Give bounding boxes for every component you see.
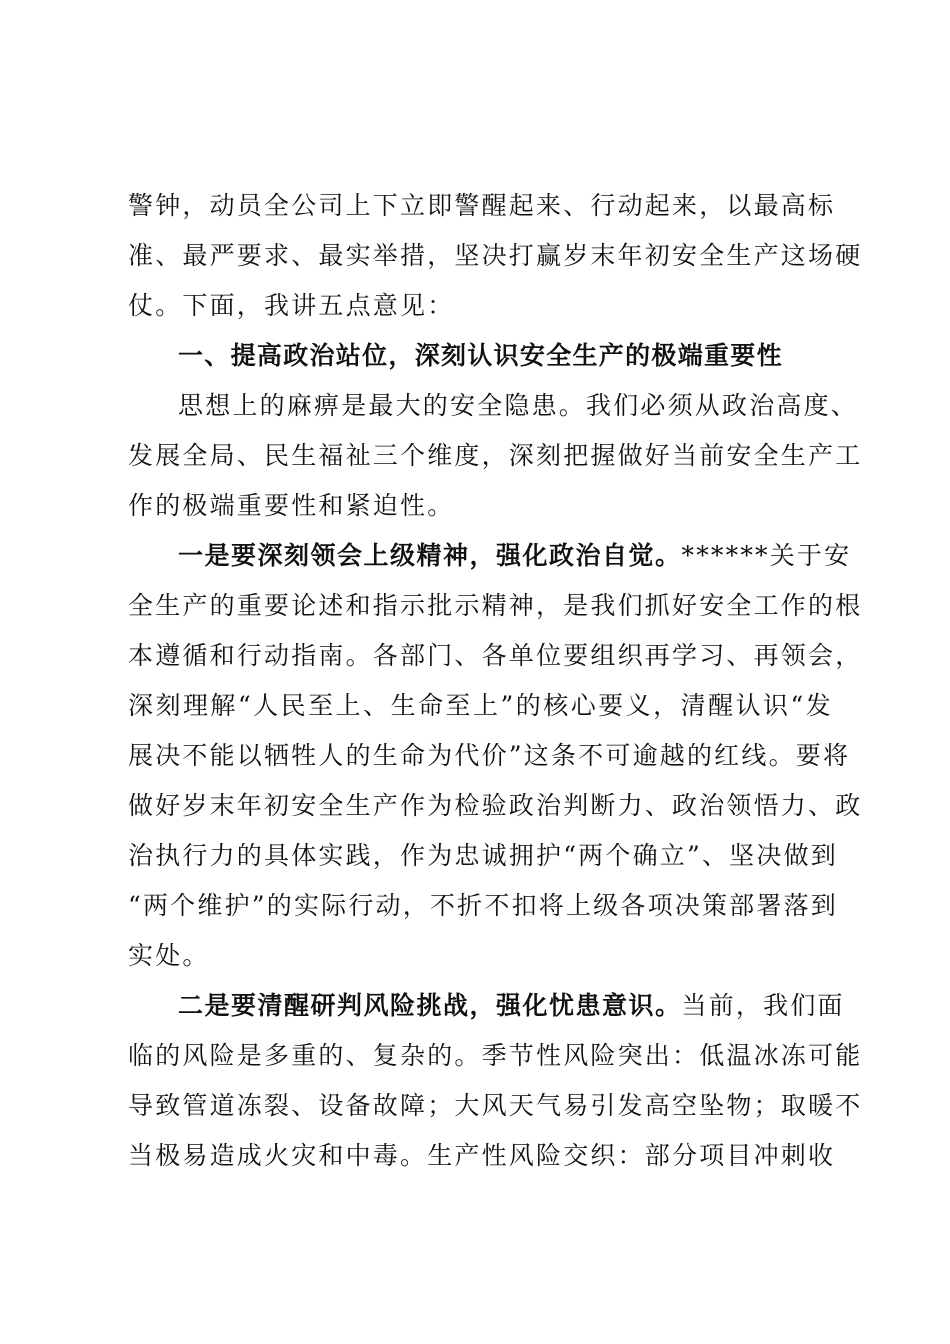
body-line: 做好岁末年初安全生产作为检验政治判断力、政治领悟力、政 (128, 791, 863, 820)
body-line: 准、最严要求、最实举措，坚决打赢岁末年初安全生产这场硬 (128, 241, 863, 270)
point-one-first-line (178, 536, 852, 576)
body-line: 思想上的麻痹是最大的安全隐患。我们必须从政治高度、 (178, 391, 859, 420)
body-line: “两个维护”的实际行动，不折不扣将上级各项决策部署落到 (128, 891, 838, 920)
body-line: 实处。 (128, 941, 210, 970)
body-line: 警钟，动员全公司上下立即警醒起来、行动起来，以最高标 (128, 191, 836, 220)
point-two-first-line (178, 986, 845, 1026)
body-line: 本遵循和行动指南。各部门、各单位要组织再学习、再领会， (128, 641, 863, 670)
point-one-lead: 一是要深刻领会上级精神，强化政治自觉。 (178, 541, 682, 570)
body-line: 导致管道冻裂、设备故障；大风天气易引发高空坠物；取暖不 (128, 1091, 863, 1120)
body-line: 发展全局、民生福祉三个维度，深刻把握做好当前安全生产工 (128, 441, 863, 470)
body-line: 临的风险是多重的、复杂的。季节性风险突出：低温冰冻可能 (128, 1041, 863, 1070)
body-line: 当极易造成火灾和中毒。生产性风险交织：部分项目冲刺收 (128, 1141, 836, 1170)
body-line: 深刻理解“人民至上、生命至上”的核心要义，清醒认识“发 (128, 691, 833, 720)
body-line: 治执行力的具体实践，作为忠诚拥护“两个确立”、坚决做到 (128, 841, 838, 870)
point-two-lead: 二是要清醒研判风险挑战，强化忧患意识。 (178, 991, 682, 1020)
body-line: 全生产的重要论述和指示批示精神，是我们抓好安全工作的根 (128, 591, 863, 620)
body-line: 仗。下面，我讲五点意见： (128, 291, 455, 320)
point-one-lead-rest: ******关于安 (681, 541, 852, 570)
body-line: 作的极端重要性和紧迫性。 (128, 491, 455, 520)
section-heading: 一、提高政治站位，深刻认识安全生产的极端重要性 (178, 341, 783, 370)
body-line: 展决不能以牺牲人的生命为代价”这条不可逾越的红线。要将 (128, 741, 851, 770)
point-two-lead-rest: 当前，我们面 (681, 991, 845, 1020)
